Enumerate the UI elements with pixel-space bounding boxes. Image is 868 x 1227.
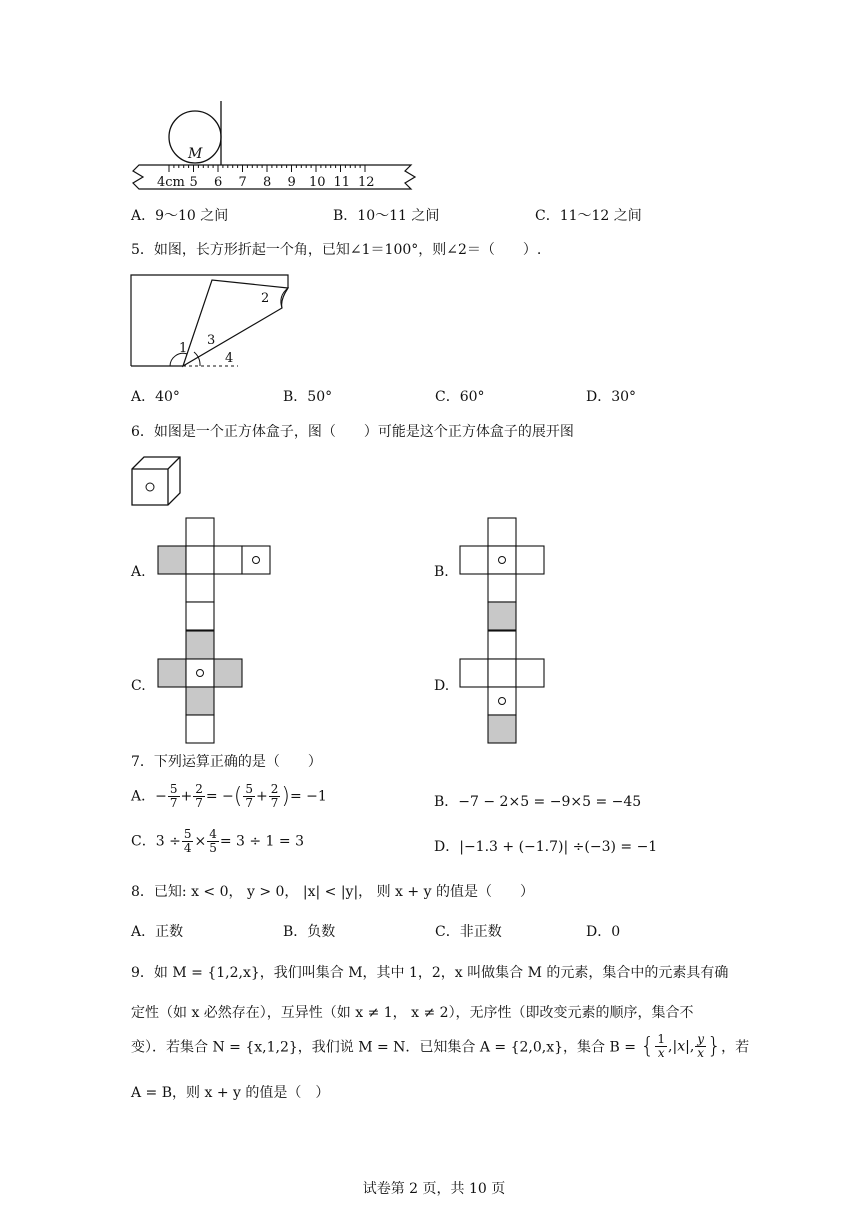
ruler-tick-label: 6 <box>214 175 223 190</box>
q7-option-d[interactable]: D．|−1.3 + (−1.7)| ÷(−3) = −1 <box>434 839 658 855</box>
net-dot <box>197 670 204 677</box>
q4-option-c[interactable]: C．11～12 之间 <box>535 208 642 224</box>
q9-line-2: 定性（如 x 必然存在），互异性（如 x ≠ 1， x ≠ 2），无序性（即改变元素的顺序，集合不 <box>131 1005 694 1021</box>
q5-option-c[interactable]: C．60° <box>435 389 485 405</box>
ruler-tick-label: 8 <box>263 175 272 190</box>
net-face <box>186 602 214 630</box>
net-face <box>516 659 544 687</box>
q9-line-3: 变）．若集合 N = {x,1,2}，我们说 M = N．已知集合 A = {2,0,x}，集合 B = { $\frac{1}{x}$ ,|x|, $\frac{y}{x}$ }，若 <box>131 1032 750 1060</box>
net-dot <box>499 698 506 705</box>
q7-option-b[interactable]: B．−7 − 2×5 = −9×5 = −45 <box>434 794 642 810</box>
q5-option-a[interactable]: A．40° <box>131 389 180 405</box>
net-face <box>186 574 214 602</box>
angle-label-4: 4 <box>225 351 234 366</box>
ruler-tick-label: 10 <box>309 175 326 190</box>
q5-option-b[interactable]: B．50° <box>283 389 333 405</box>
q7-option-a[interactable]: A．− $\frac{5}{7}$ + $\frac{2}{7}$ = −( $\frac{5}{7}$ + $\frac{2}{7}$ )= −1 <box>131 782 327 810</box>
net-face <box>186 715 214 743</box>
angle-label-3: 3 <box>207 333 216 348</box>
net-face <box>214 659 242 687</box>
q8-stem: 8．已知: x < 0， y > 0， |x| < |y|， 则 x + y 的值是（ ） <box>131 884 534 900</box>
q6-option-c[interactable]: C. <box>131 678 146 694</box>
ruler-tick-label: 9 <box>287 175 296 190</box>
point-m-label: M <box>188 146 203 162</box>
q7-option-c[interactable]: C．3 ÷ $\frac{5}{4}$ × $\frac{4}{5}$ = 3 ÷ 1 = 3 <box>131 827 304 855</box>
page-footer: 试卷第 2 页，共 10 页 <box>362 1181 506 1197</box>
net-face <box>186 631 214 659</box>
net-face <box>488 659 516 687</box>
net-face <box>186 546 214 574</box>
q8-option-a[interactable]: A．正数 <box>131 924 184 940</box>
ruler-tick-label: 12 <box>358 175 375 190</box>
net-face <box>158 659 186 687</box>
net-face <box>158 546 186 574</box>
q6-stem: 6．如图是一个正方体盒子，图（ ）可能是这个正方体盒子的展开图 <box>131 424 574 440</box>
q6-option-d[interactable]: D. <box>434 678 450 694</box>
q7-stem: 7．下列运算正确的是（ ） <box>131 754 322 770</box>
net-c <box>157 630 273 746</box>
q8-option-d[interactable]: D．0 <box>586 924 621 940</box>
net-b <box>459 517 575 633</box>
net-face <box>460 546 488 574</box>
ruler-tick-label: 7 <box>238 175 247 190</box>
net-face <box>460 659 488 687</box>
q6-option-a[interactable]: A. <box>131 564 146 580</box>
q6-option-b[interactable]: B. <box>434 564 449 580</box>
cube-figure <box>130 455 190 510</box>
net-d <box>459 630 575 746</box>
q9-line-1: 9．如 M = {1,2,x}，我们叫集合 M，其中 1，2，x 叫做集合 M 的元素，集合中的元素具有确 <box>131 965 729 981</box>
net-a <box>157 517 273 633</box>
q8-option-c[interactable]: C．非正数 <box>435 924 502 940</box>
net-face <box>186 518 214 546</box>
net-dot <box>499 557 506 564</box>
q5-option-d[interactable]: D．30° <box>586 389 637 405</box>
ruler-tick-label: 11 <box>333 175 351 190</box>
net-dot <box>253 557 260 564</box>
net-face <box>186 687 214 715</box>
net-face <box>488 518 516 546</box>
ruler-tick-label: 5 <box>189 175 198 190</box>
net-face <box>214 546 242 574</box>
q4-option-a[interactable]: A．9～10 之间 <box>131 208 229 224</box>
net-face <box>488 631 516 659</box>
net-face <box>488 602 516 630</box>
q8-option-b[interactable]: B．负数 <box>283 924 336 940</box>
q4-option-b[interactable]: B．10～11 之间 <box>333 208 440 224</box>
net-face <box>488 715 516 743</box>
angle-label-1: 1 <box>179 341 188 356</box>
net-face <box>488 574 516 602</box>
folded-rectangle-figure <box>128 270 298 370</box>
q9-line-4: A = B，则 x + y 的值是（ ） <box>131 1085 330 1101</box>
ruler-tick-label: 4cm <box>157 175 185 190</box>
q5-stem: 5．如图，长方形折起一个角，已知∠1＝100°，则∠2＝（ ）. <box>131 242 542 258</box>
net-face <box>516 546 544 574</box>
angle-label-2: 2 <box>261 291 270 306</box>
